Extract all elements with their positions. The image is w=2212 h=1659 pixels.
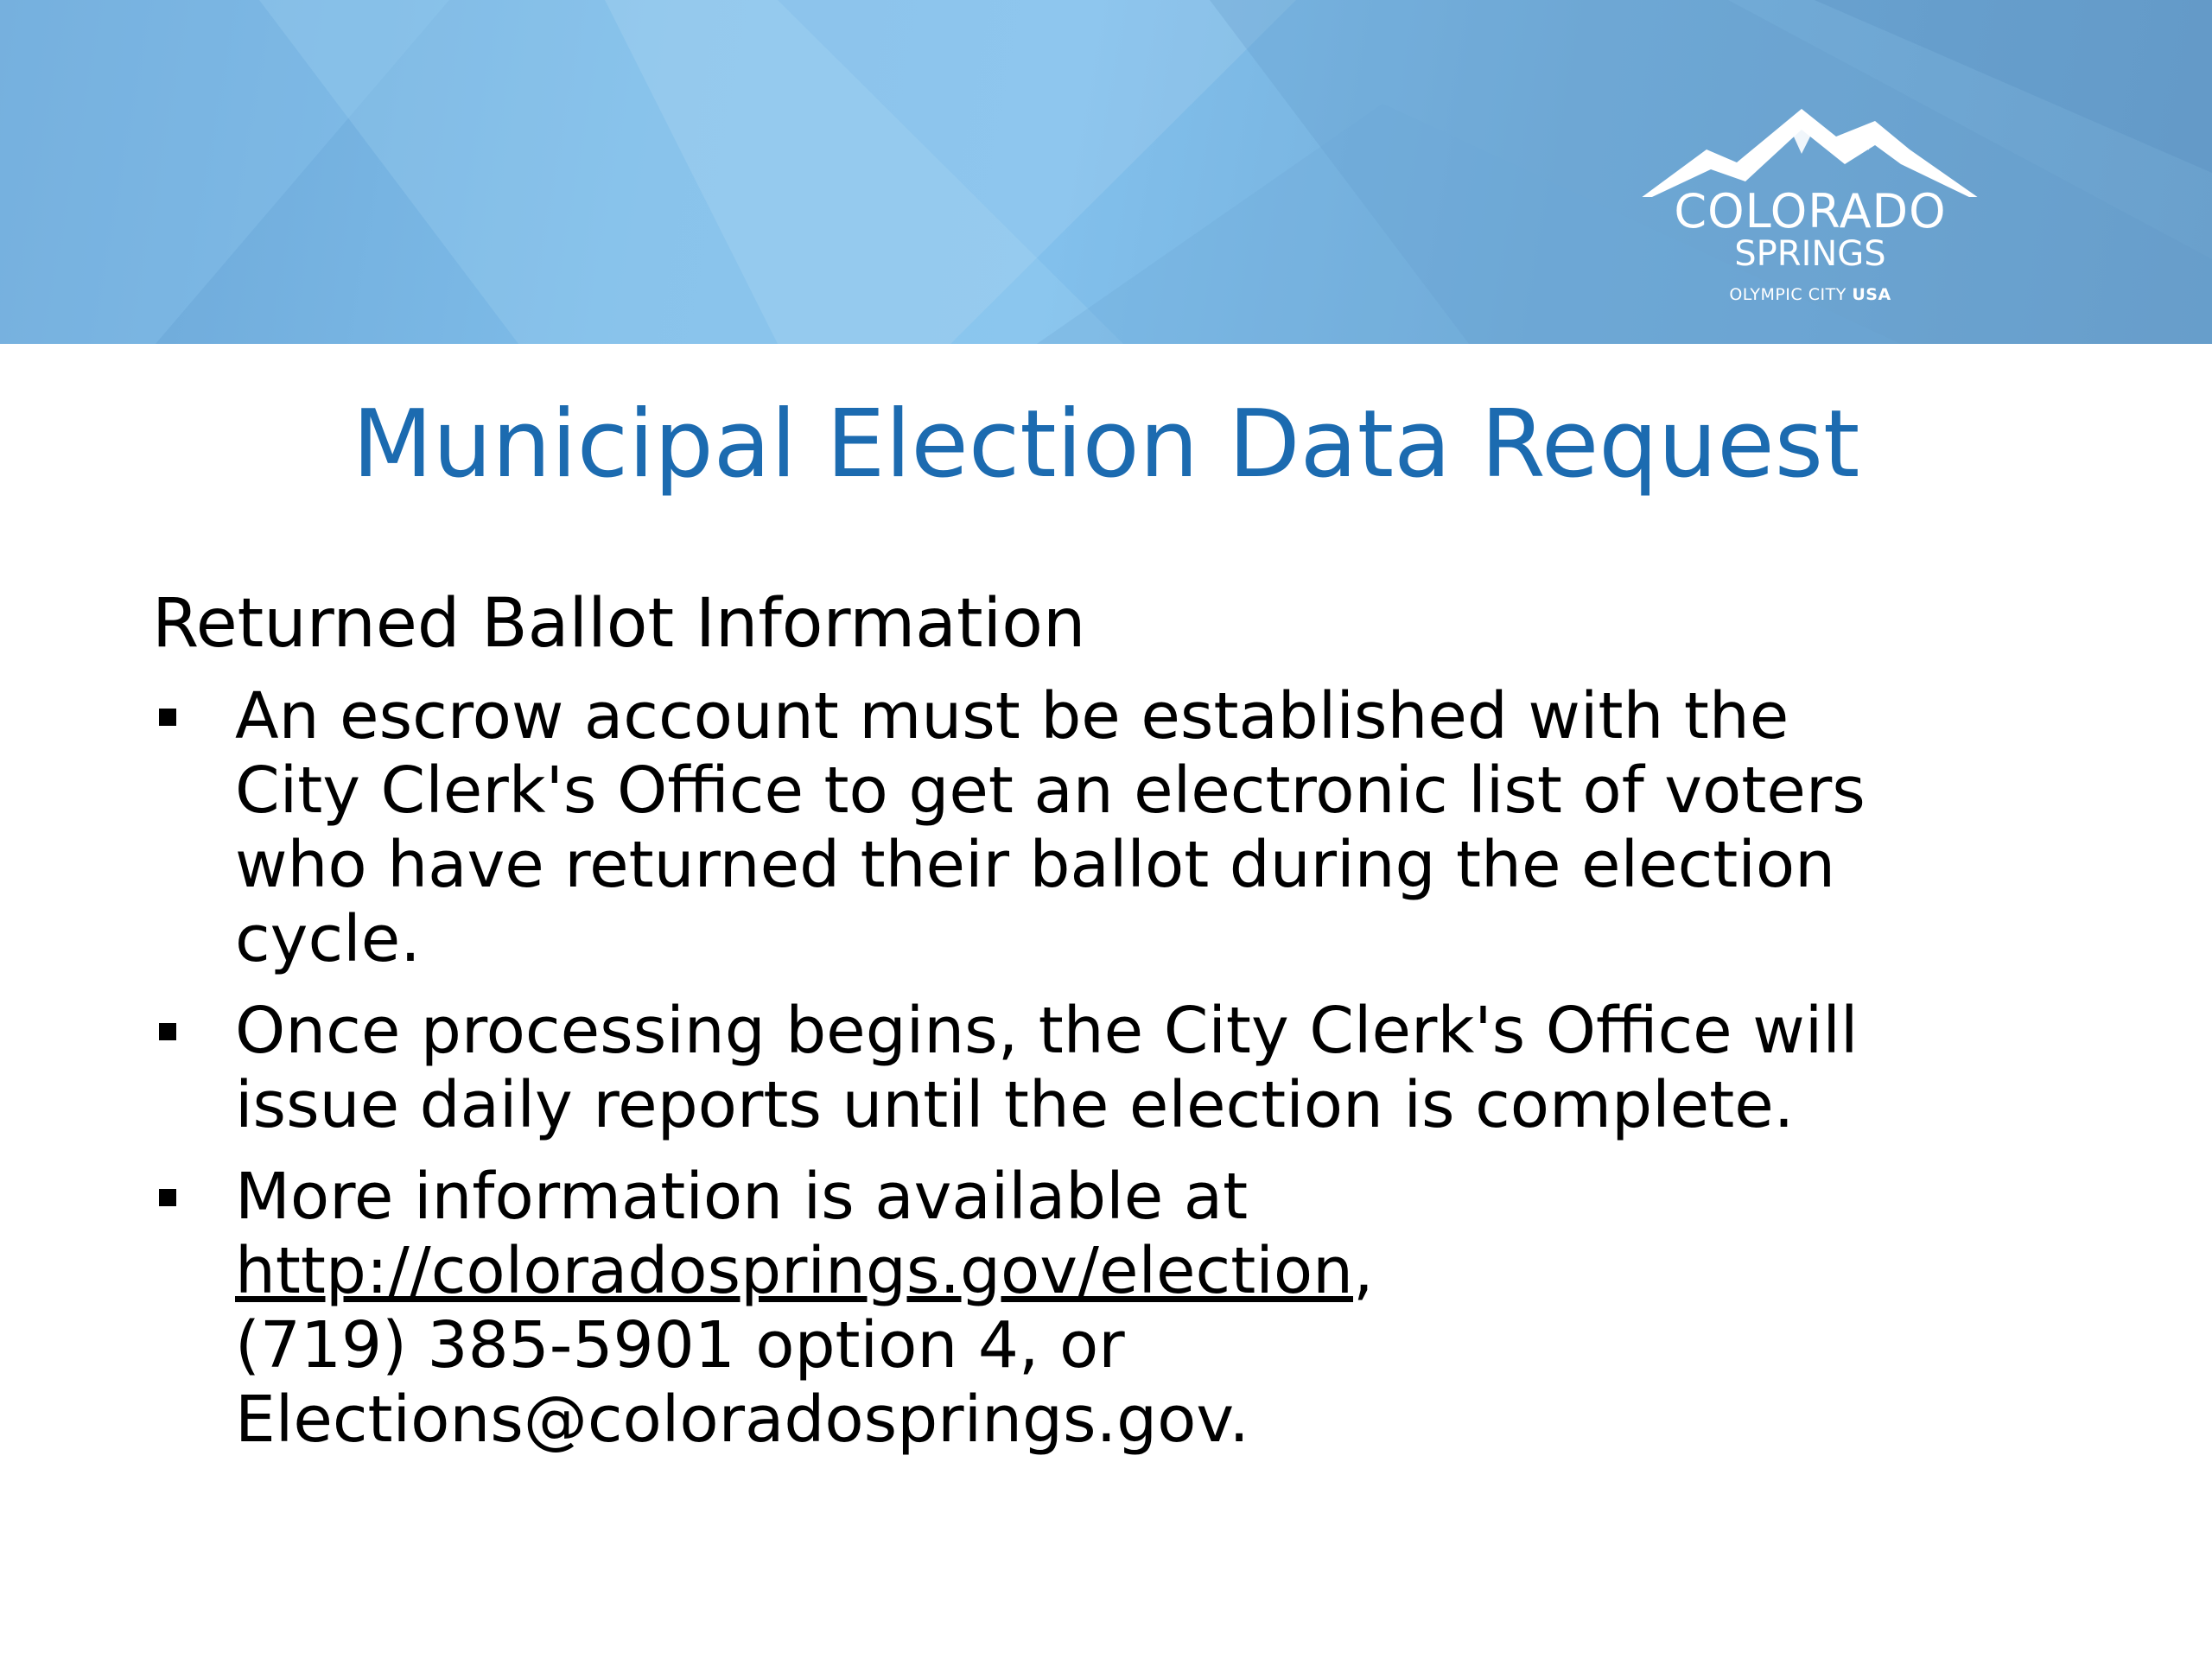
bullet-text [235, 994, 2122, 1142]
bullet-line: City Clerk's Office to get an electronic list of voters [235, 753, 1866, 828]
slide-title: Municipal Election Data Request [352, 391, 1860, 499]
mountain-icon [1624, 102, 1996, 197]
square-bullet-icon [159, 709, 176, 726]
bullet-line: More information is available at [235, 1159, 1249, 1234]
logo-text-springs: SPRINGS [1734, 234, 1886, 274]
phone-number: (719) 385-5901 option 4, or [235, 1307, 1125, 1382]
bullet-line: Once processing begins, the City Clerk's Office will [235, 993, 1859, 1068]
bullet-line: An escrow account must be established with the [235, 678, 1789, 753]
bullet-item-processing [152, 994, 2122, 1142]
bullet-item-escrow [152, 679, 2122, 976]
logo-tagline-usa: USA [1852, 285, 1891, 304]
logo-tagline-main: OLYMPIC CITY [1729, 285, 1847, 304]
bullet-line: cycle. [235, 901, 421, 976]
header-banner [0, 0, 2212, 344]
bullet-text [235, 1160, 2122, 1457]
section-heading: Returned Ballot Information [152, 585, 1086, 663]
square-bullet-icon [159, 1023, 176, 1040]
slide-content [152, 585, 2122, 1474]
link-suffix: , [1353, 1233, 1374, 1308]
logo-tagline [1624, 287, 1996, 303]
bullet-text [235, 679, 2122, 976]
bullet-line: who have returned their ballot during the election [235, 827, 1836, 902]
bullet-item-more-info [152, 1160, 2122, 1457]
square-bullet-icon [159, 1189, 176, 1206]
election-website-link[interactable]: http://coloradosprings.gov/election [235, 1233, 1353, 1308]
logo-text-colorado: COLORADO [1674, 184, 1947, 238]
email-address: Elections@coloradosprings.gov. [235, 1382, 1249, 1457]
colorado-springs-logo [1624, 102, 1996, 318]
bullet-list [152, 679, 2122, 1457]
bullet-line-link [235, 1234, 2122, 1308]
bullet-line: issue daily reports until the election is complete. [235, 1067, 1795, 1142]
